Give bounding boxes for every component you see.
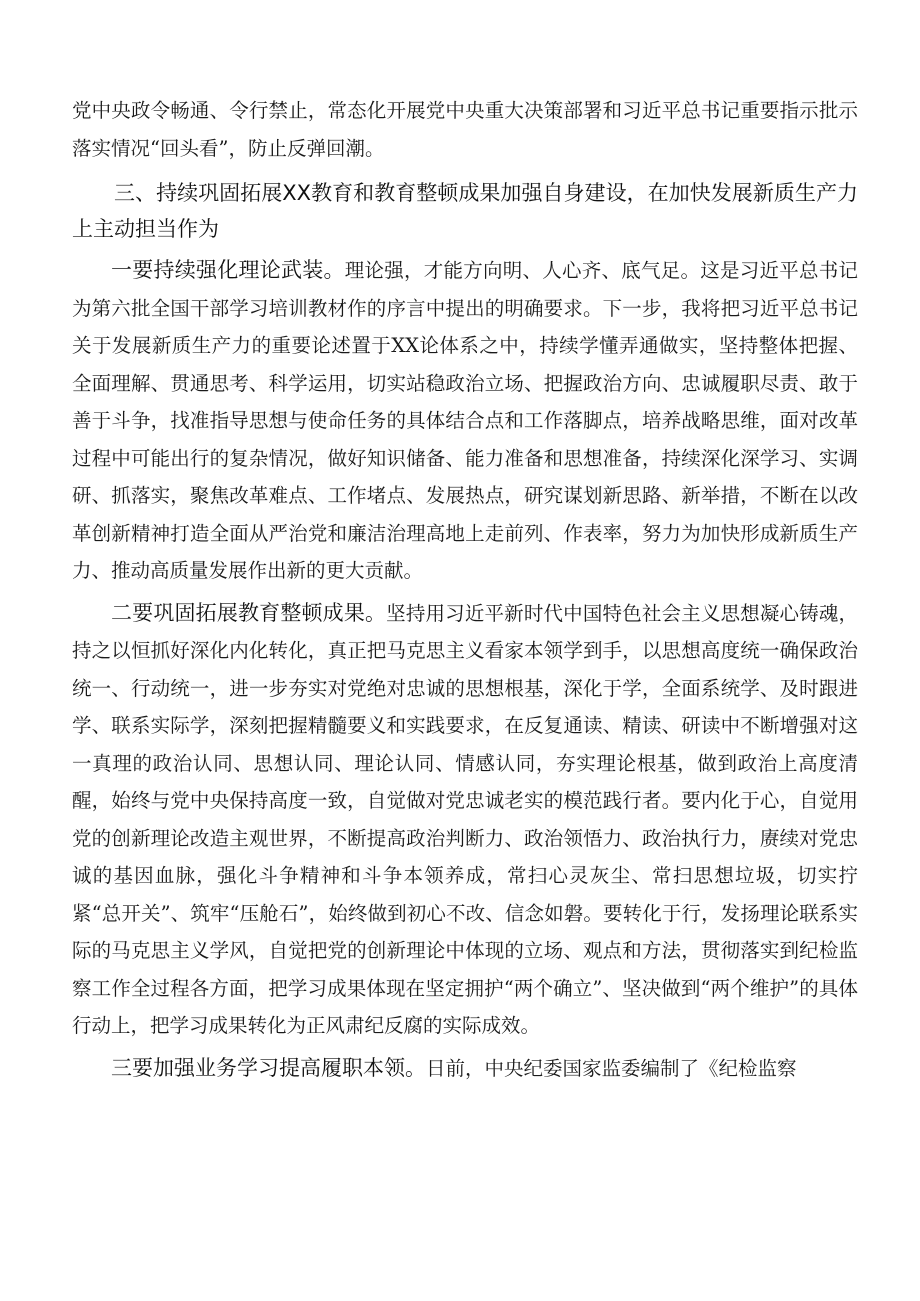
paragraph-body: 日前，中央纪委国家监委编制了《纪检监察 [426,1056,797,1080]
paragraph-business-study [72,1050,858,1088]
paragraph-consolidate-results [72,595,858,1045]
paragraph-lead: 二要巩固拓展教育整顿成果。 [111,600,387,625]
opening-paragraph: 党中央政令畅通、令行禁止，常态化开展党中央重大决策部署和习近平总书记重要指示批示落实情况“回头看”，防止反弹回潮。 [72,99,858,160]
paragraph-body: 理论强，才能方向明、人心齐、底气足。这是习近平总书记为第六批全国干部学习培训教材作的序言中提出的明确要求。下一步，我将把习近平总书记关于发展新质生产力的重要论述置于XX论体系之中，持续学懂弄通做实，坚持整体把握、全面理解、贯通思考、科学运用，切实站稳政治立场、把握政治方向、忠诚履职尽责、敢于善于斗争，找准指导思想与使命任务的具体结合点和工作落脚点，培养战略思维，面对改革过程中可能出行的复杂情况，做好知识储备、能力准备和思想准备，持续深化深学习、实调研、抓落实，聚焦改革难点、工作堵点、发展热点，研究谋划新思路、新举措，不断在以改革创新精神打造全面从严治党和廉洁治理高地上走前列、作表率，努力为加快形成新质生产力、推动高质量发展作出新的更大贡献。 [72,259,858,582]
paragraph-body: 坚持用习近平新时代中国特色社会主义思想凝心铸魂，持之以恒抓好深化内化转化，真正把马克思主义看家本领学到手，以思想高度统一确保政治统一、行动统一，进一步夯实对党绝对忠诚的思想根基，深化于学，全面系统学、及时跟进学、联系实际学，深刻把握精髓要义和实践要求，在反复通读、精读、研读中不断增强对这一真理的政治认同、思想认同、理论认同、情感认同，夯实理论根基，做到政治上高度清醒，始终与党中央保持高度一致，自觉做对党忠诚老实的模范践行者。要内化于心，自觉用党的创新理论改造主观世界，不断提高政治判断力、政治领悟力、政治执行力，赓续对党忠诚的基因血脉，强化斗争精神和斗争本领养成，常扫心灵灰尘、常扫思想垃圾，切实拧紧“总开关”、筑牢“压舱石”，始终做到初心不改、信念如磐。要转化于行，发扬理论联系实际的马克思主义学风，自觉把党的创新理论中体现的立场、观点和方法，贯彻落实到纪检监察工作全过程各方面，把学习成果体现在坚定拥护“两个确立”、坚决做到“两个维护”的具体行动上，把学习成果转化为正风肃纪反腐的实际成效。 [72,601,858,1037]
section-heading: 三、持续巩固拓展XX教育和教育整顿成果加强自身建设，在加快发展新质生产力上主动担当作为 [72,181,858,241]
paragraph-theory-arming [72,252,858,590]
paragraph-lead: 一要持续强化理论武装。 [111,258,345,282]
paragraph-lead: 三要加强业务学习提高履职本领。 [111,1055,426,1080]
document-body [72,92,858,1087]
